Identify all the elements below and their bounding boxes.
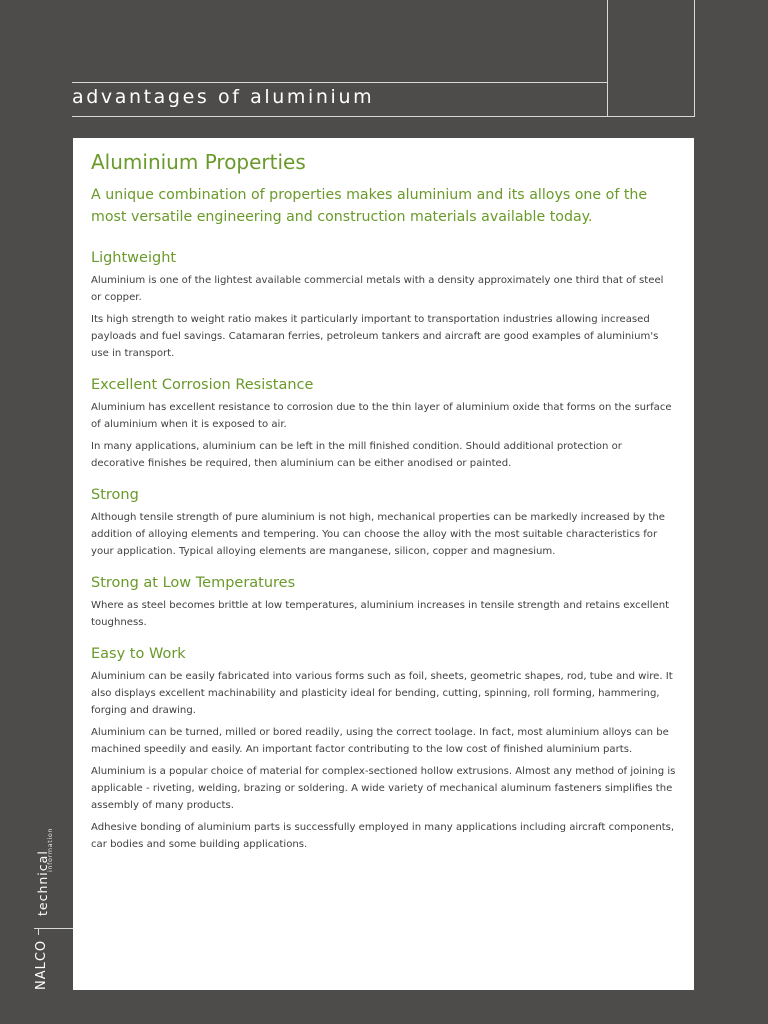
section-corrosion-resistance (91, 377, 676, 472)
section-paragraph: Its high strength to weight ratio makes it particularly important to transportation industries allowing increased payloads and fuel savings. Catamaran ferries, petroleum tankers and aircraft are good examples of aluminium's use in transport. (91, 314, 659, 359)
section-paragraph: Adhesive bonding of aluminium parts is successfully employed in many applications including aircraft components, car bodies and some building applications. (91, 822, 675, 850)
section-paragraph: Although tensile strength of pure aluminium is not high, mechanical properties can be markedly increased by the addition of alloying elements and tempering. You can choose the alloy with the most suitable characteristics for your application. Typical alloying elements are manganese, silicon, copper and magnesium. (91, 512, 665, 557)
section-strong (91, 487, 676, 560)
section-paragraph: Aluminium is one of the lightest available commercial metals with a density approximately one third that of steel or copper. (91, 275, 664, 303)
article-intro: A unique combination of properties makes aluminium and its alloys one of the most versatile engineering and construction materials available today. (91, 187, 648, 225)
section-paragraph: In many applications, aluminium can be left in the mill finished condition. Should additional protection or decorative finishes be required, then aluminium can be either anodised or painted. (91, 441, 622, 469)
article-title: Aluminium Properties (91, 150, 306, 174)
section-low-temperatures (91, 575, 676, 631)
frame-rule-vertical-left (607, 0, 608, 117)
section-heading: Lightweight (91, 250, 177, 266)
section-heading: Excellent Corrosion Resistance (91, 377, 314, 393)
sidebar-brand: NALCO (34, 939, 49, 990)
frame-rule-bottom (72, 116, 695, 117)
section-paragraph: Aluminium can be turned, milled or bored readily, using the correct toolage. In fact, most aluminium alloys can be machined speedily and easily. An important factor contributing to the low cost of finished aluminium parts. (91, 727, 669, 755)
section-heading: Strong (91, 487, 139, 503)
sidebar-divider-vertical (38, 929, 39, 935)
section-heading: Strong at Low Temperatures (91, 575, 296, 591)
sidebar-sublabel: information (46, 827, 54, 872)
section-easy-to-work (91, 646, 676, 853)
page-header-title: advantages of aluminium (72, 86, 375, 108)
section-paragraph: Where as steel becomes brittle at low temperatures, aluminium increases in tensile strength and retains excellent toughness. (91, 600, 670, 628)
section-paragraph: Aluminium has excellent resistance to corrosion due to the thin layer of aluminium oxide that forms on the surface of aluminium when it is exposed to air. (91, 402, 672, 430)
section-paragraph: Aluminium is a popular choice of material for complex-sectioned hollow extrusions. Almost any method of joining is applicable - riveting, welding, brazing or soldering. A wide variety of mechanical aluminum fasteners simplifies the assembly of many products. (91, 766, 676, 811)
frame-rule-vertical-right (694, 0, 695, 117)
content-card (73, 138, 694, 990)
sidebar-label: technical (35, 850, 50, 916)
sidebar-divider-horizontal (34, 928, 73, 929)
section-heading: Easy to Work (91, 646, 186, 662)
section-lightweight (91, 250, 676, 362)
frame-rule-top (72, 82, 608, 83)
section-paragraph: Aluminium can be easily fabricated into various forms such as foil, sheets, geometric shapes, rod, tube and wire. It also displays excellent machinability and plasticity ideal for bending, cutting, spinning, roll forming, hammering, forging and drawing. (91, 671, 673, 716)
